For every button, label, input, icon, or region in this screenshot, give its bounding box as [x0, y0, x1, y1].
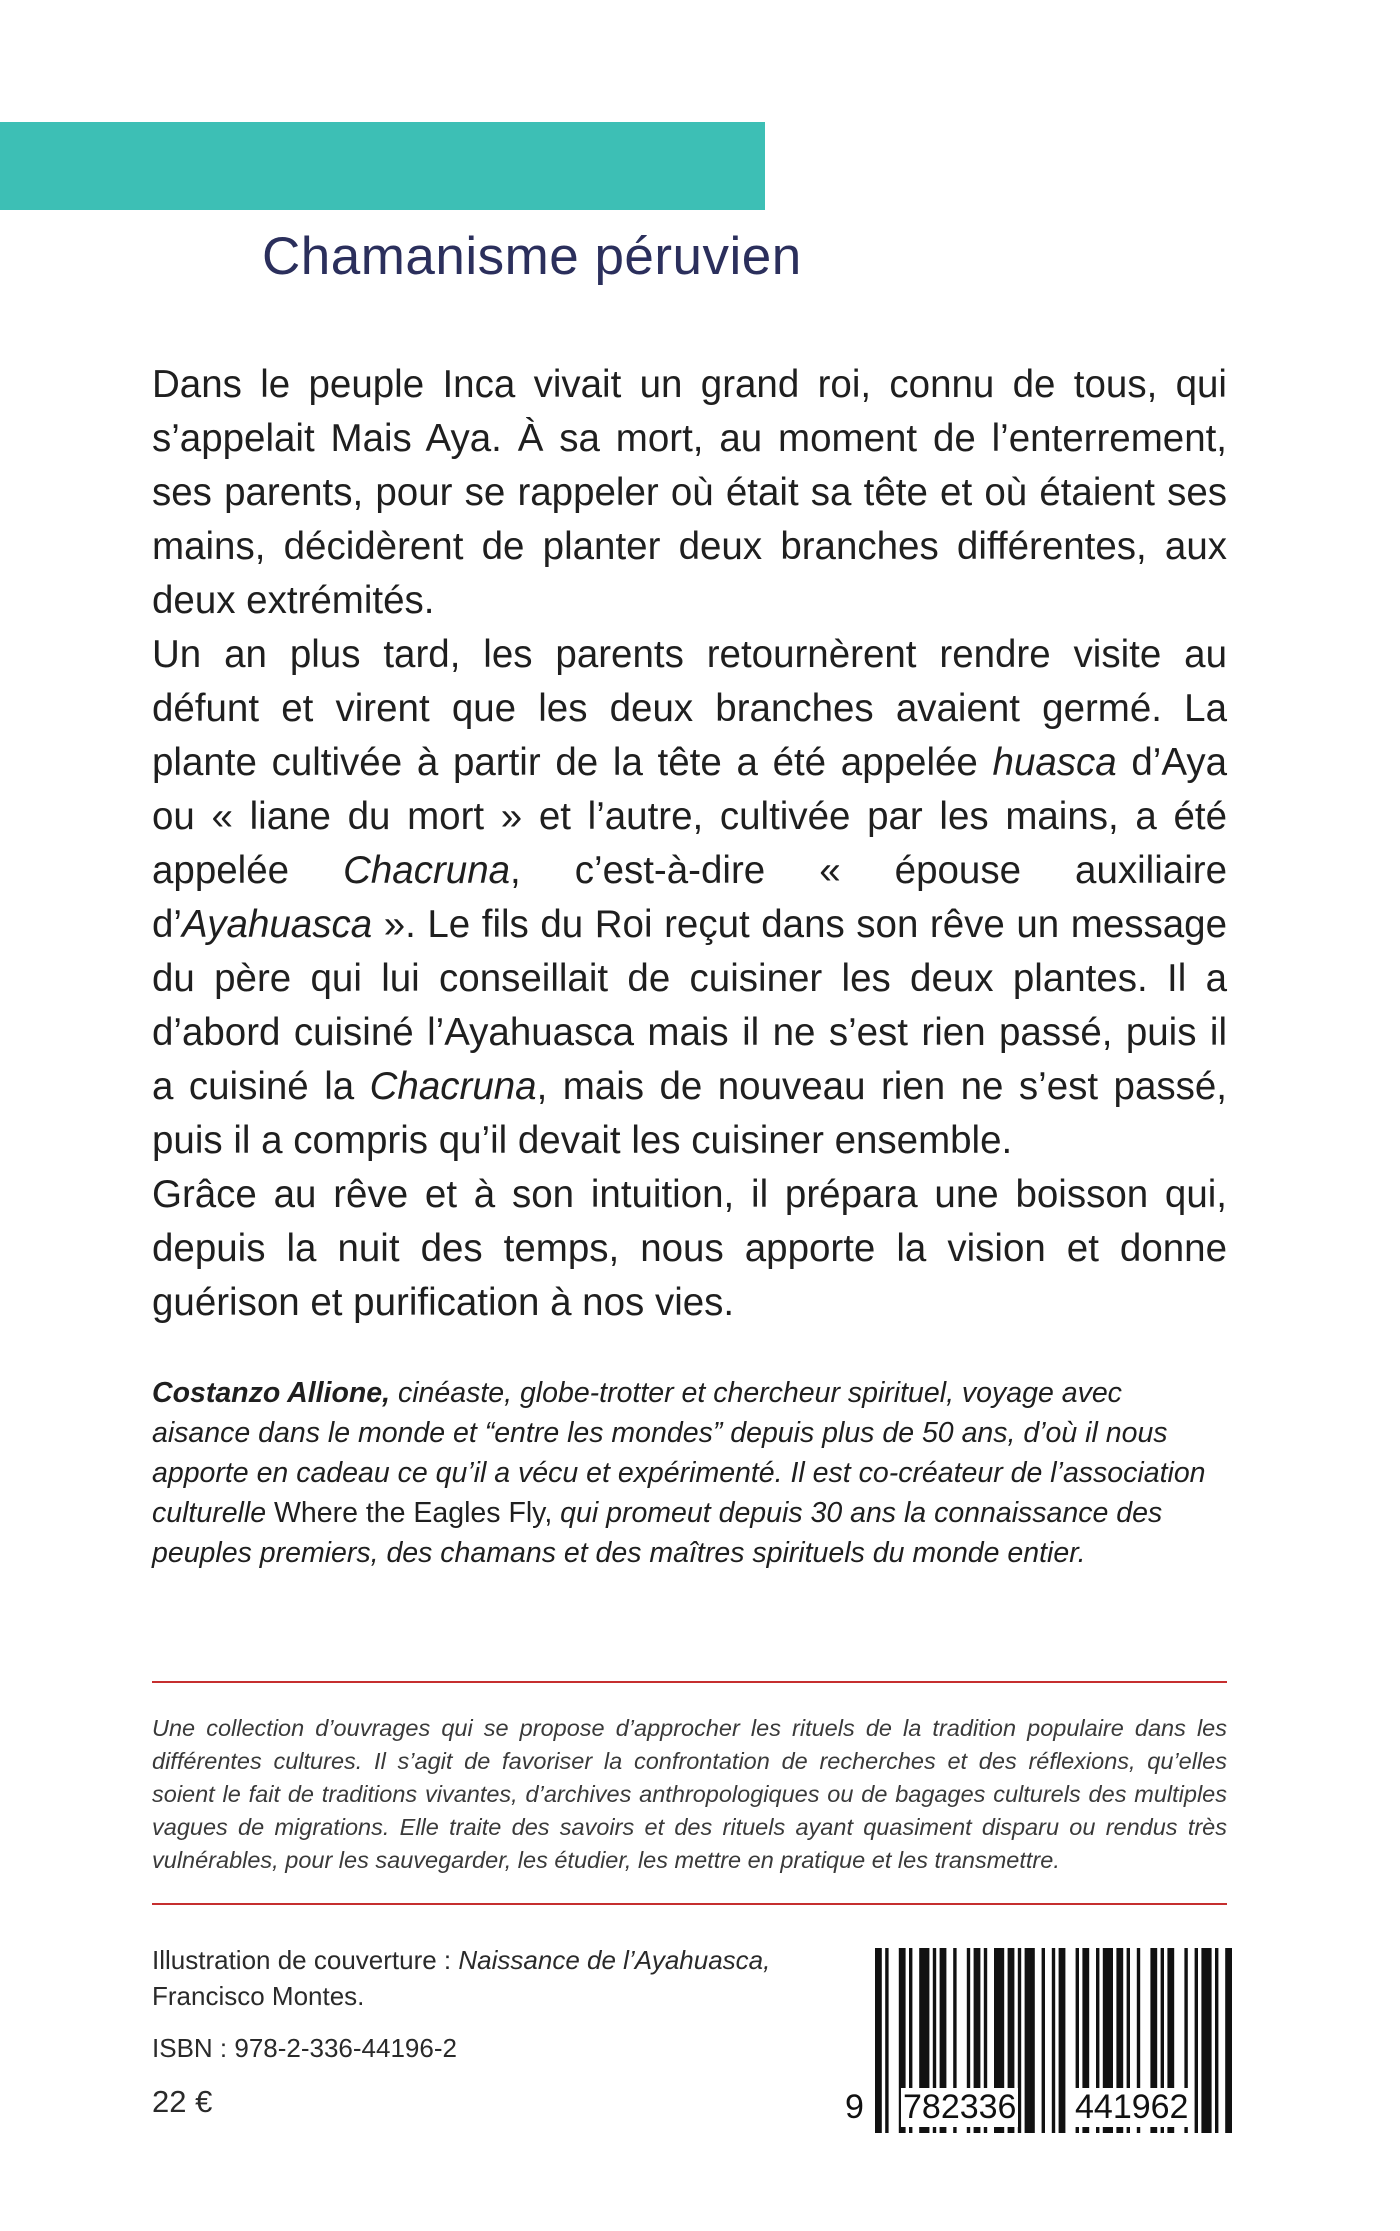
collection-description: Une collection d’ouvrages qui se propose d’approcher les rituels de la tradition populaire dans les différentes cultures. Il s’agit de favoriser la confrontation de recherches et des réflexions, qu’elles soient le fait de traditions vivantes, d’archives anthropologiques ou de bagages culturels des multiples vagues de migrations. Elle traite des savoirs et des rituels ayant quasiment disparu ou rendus très vulnérables, pour les sauvegarder, les étudier, les mettre en pratique et les transmettre. — [152, 1715, 1227, 1873]
series-title: Chamanisme péruvien — [262, 227, 802, 286]
organization-name: Where the Eagles Fly, — [273, 1497, 553, 1529]
divider-bottom — [152, 1903, 1227, 1905]
author-name: Costanzo Allione, — [152, 1377, 391, 1409]
divider-top — [152, 1681, 1227, 1683]
barcode-group-right: 441962 — [1075, 2088, 1189, 2126]
back-cover-blurb — [152, 358, 1227, 1330]
cover-illustration-credit: Illustration de couverture : Naissance de l’Ayahuasca, Francisco Montes. — [152, 1942, 770, 2014]
author-bio: Costanzo Allione, cinéaste, globe-trotter et chercheur spirituel, voyage avec aisance dans le monde et “entre les mondes” depuis plus de 50 ans, d’où il nous apporte en cadeau ce qu’il a vécu et expérimenté. Il est co-créateur de l’association culturelle Where the Eagles Fly, qui promeut depuis 30 ans la connaissance des peuples premiers, des chamans et des maîtres spirituels du monde entier. — [152, 1377, 1206, 1569]
blurb-paragraph-3: Grâce au rêve et à son intuition, il prépara une boisson qui, depuis la nuit des temps, nous apporte la vision et donne guérison et purification à nos vies. — [152, 1173, 1227, 1324]
barcode-digit-first: 9 — [845, 2088, 864, 2126]
price: 22 € — [152, 2084, 213, 2119]
illustration-artist: Francisco Montes. — [152, 1981, 365, 2011]
barcode-number — [845, 2088, 1243, 2132]
illustration-title: Naissance de l’Ayahuasca, — [458, 1945, 771, 1975]
blurb-paragraph-1: Dans le peuple Inca vivait un grand roi, connu de tous, qui s’appelait Mais Aya. À sa mort, au moment de l’enterrement, ses parents, pour se rappeler où était sa tête et où étaient ses mains, décidèrent de planter deux branches différentes, aux deux extrémités. — [152, 363, 1227, 622]
teal-color-band — [0, 122, 765, 210]
blurb-paragraph-2: Un an plus tard, les parents retournèrent rendre visite au défunt et virent que les deux branches avaient germé. La plante cultivée à partir de la tête a été appelée huasca d’Aya ou « liane du mort » et l’autre, cultivée par les mains, a été appelée Chacruna, c’est-à-dire « épouse auxiliaire d’Ayahuasca ». Le fils du Roi reçut dans son rêve un message du père qui lui conseillait de cuisiner les deux plantes. Il a d’abord cuisiné l’Ayahuasca mais il ne s’est rien passé, puis il a cuisiné la Chacruna, mais de nouveau rien ne s’est passé, puis il a compris qu’il devait les cuisiner ensemble. — [152, 633, 1227, 1162]
barcode-group-left: 782336 — [903, 2088, 1017, 2126]
isbn: ISBN : 978-2-336-44196-2 — [152, 2033, 457, 2063]
